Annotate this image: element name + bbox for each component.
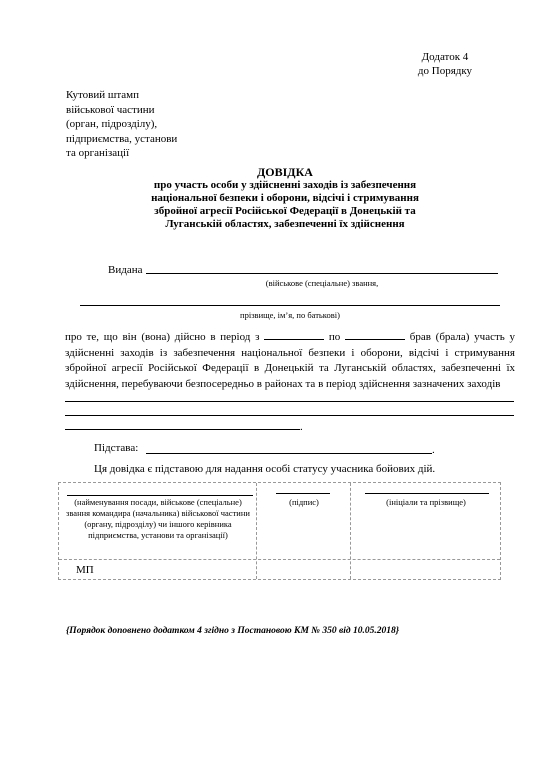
corner-stamp-block: [66, 88, 177, 161]
status-statement: Ця довідка є підставою для надання особі статусу учасника бойових дій.: [94, 463, 436, 475]
title-line: Луганській областях, забезпеченні їх здійснення: [165, 218, 405, 230]
title-main: ДОВІДКА: [257, 165, 313, 179]
position-field[interactable]: [67, 495, 253, 496]
title-line: національної безпеки і оборони, відсічі і стримування: [151, 192, 419, 204]
details-end-dot: .: [300, 421, 303, 433]
participation-paragraph: [65, 330, 515, 392]
basis-label: Підстава:: [94, 442, 139, 454]
basis-end-dot: .: [432, 444, 435, 456]
basis-field[interactable]: [146, 453, 432, 454]
stamp-line: та організації: [66, 147, 130, 159]
details-line-3[interactable]: [65, 429, 300, 430]
signature-table: [58, 482, 501, 580]
position-hint: (найменування посади, військове (спеціальне) звання командира (начальника) військової частини (органу, підрозділу) чи іншого керівника підприємства, установи та організації): [66, 497, 250, 540]
participation-text: брав (брала) участь у здійсненні заходів із забезпечення національної безпеки і оборони, відсічі і стримування збройної агресії Російської Федерації в Донецькій та Луганській областях, забезпеченні їх здійснення, перебуваючи безпосередньо в районах та в період здійснення зазначених заходів: [65, 331, 516, 390]
stamp-line: Кутовий штамп: [66, 89, 140, 101]
period-to-text: по: [328, 331, 341, 343]
table-divider: [350, 483, 351, 579]
title-line: збройної агресії Російської Федерації в Донецькій та: [154, 205, 416, 217]
table-divider: [59, 559, 500, 560]
name-hint: прізвище, ім’я, по батькові): [240, 310, 340, 320]
signature-field[interactable]: [276, 493, 330, 494]
document-title: [140, 166, 430, 231]
period-from-field[interactable]: [264, 330, 324, 340]
issued-rank-field[interactable]: [146, 273, 498, 274]
details-line-1[interactable]: [65, 401, 514, 402]
amendment-footnote: {Порядок доповнено додатком 4 згідно з Постановою КМ № 350 від 10.05.2018}: [66, 626, 400, 636]
full-name-field[interactable]: [80, 305, 500, 306]
details-line-2[interactable]: [65, 415, 514, 416]
table-divider: [256, 483, 257, 579]
period-to-field[interactable]: [345, 330, 405, 340]
initials-field[interactable]: [365, 493, 489, 494]
title-line: про участь особи у здійсненні заходів із забезпечення: [153, 179, 417, 191]
appendix-header: [390, 50, 500, 78]
stamp-line: (орган, підрозділу),: [66, 118, 158, 130]
stamp-line: військової частини: [66, 103, 155, 116]
rank-hint: (військове (спеціальне) звання,: [265, 278, 379, 288]
signature-hint: (підпис): [289, 497, 319, 507]
initials-hint: (ініціали та прізвище): [386, 497, 466, 507]
appendix-number: Додаток 4: [421, 51, 469, 63]
stamp-place-label: МП: [76, 564, 94, 576]
period-from-text: про те, що він (вона) дійсно в період з: [65, 331, 260, 343]
issued-label: Видана: [108, 264, 143, 276]
stamp-line: підприємства, установи: [66, 132, 178, 145]
appendix-reference: до Порядку: [417, 65, 473, 77]
